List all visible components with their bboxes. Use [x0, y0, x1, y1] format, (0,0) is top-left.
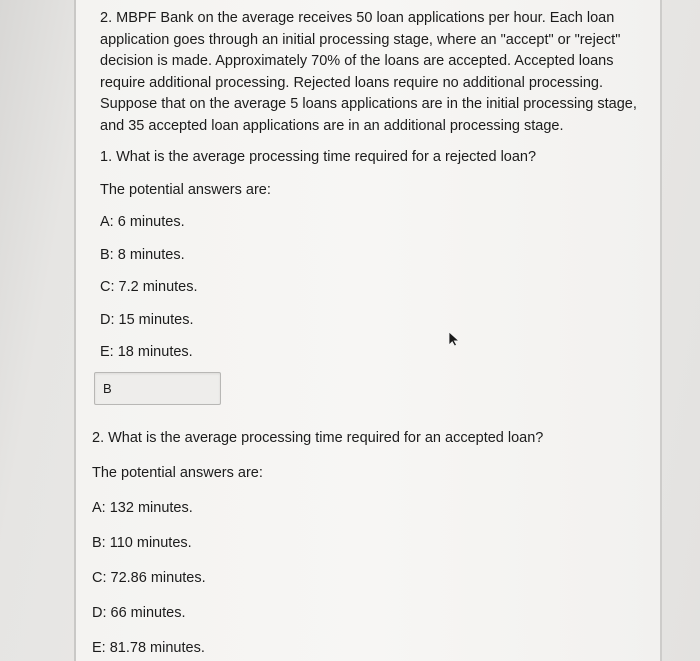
part1-answer-input[interactable] [94, 372, 221, 405]
part1-option-e: E: 18 minutes. [100, 344, 193, 360]
part2-option-e: E: 81.78 minutes. [92, 640, 205, 656]
prompt-line: decision is made. Approximately 70% of the loans are accepted. Accepted loans [100, 53, 614, 69]
question-prompt [100, 8, 640, 137]
part2-question: 2. What is the average processing time required for an accepted loan? [92, 430, 544, 446]
part1-option-d: D: 15 minutes. [100, 312, 194, 328]
part1-option-a: A: 6 minutes. [100, 214, 185, 230]
prompt-line: 2. MBPF Bank on the average receives 50 loan applications per hour. Each loan [100, 10, 615, 26]
part1-option-c: C: 7.2 minutes. [100, 279, 198, 295]
prompt-line: require additional processing. Rejected loans require no additional processing. [100, 74, 603, 91]
mouse-cursor-icon [448, 331, 462, 347]
part2-intro: The potential answers are: [92, 465, 263, 481]
prompt-line: Suppose that on the average 5 loans applications are in the initial processing stage, [100, 96, 637, 112]
part1-answer-value: B [103, 381, 112, 396]
part2-option-c: C: 72.86 minutes. [92, 570, 206, 586]
prompt-line: and 35 accepted loan applications are in an additional processing stage. [100, 117, 564, 134]
part2-option-d: D: 66 minutes. [92, 605, 186, 621]
part2-option-a: A: 132 minutes. [92, 500, 193, 516]
part1-question: 1. What is the average processing time required for a rejected loan? [100, 149, 537, 165]
part1-option-b: B: 8 minutes. [100, 247, 185, 263]
prompt-line: application goes through an initial processing stage, where an "accept" or "reject" [100, 31, 621, 48]
part2-option-b: B: 110 minutes. [92, 535, 192, 551]
part1-intro: The potential answers are: [100, 182, 271, 198]
